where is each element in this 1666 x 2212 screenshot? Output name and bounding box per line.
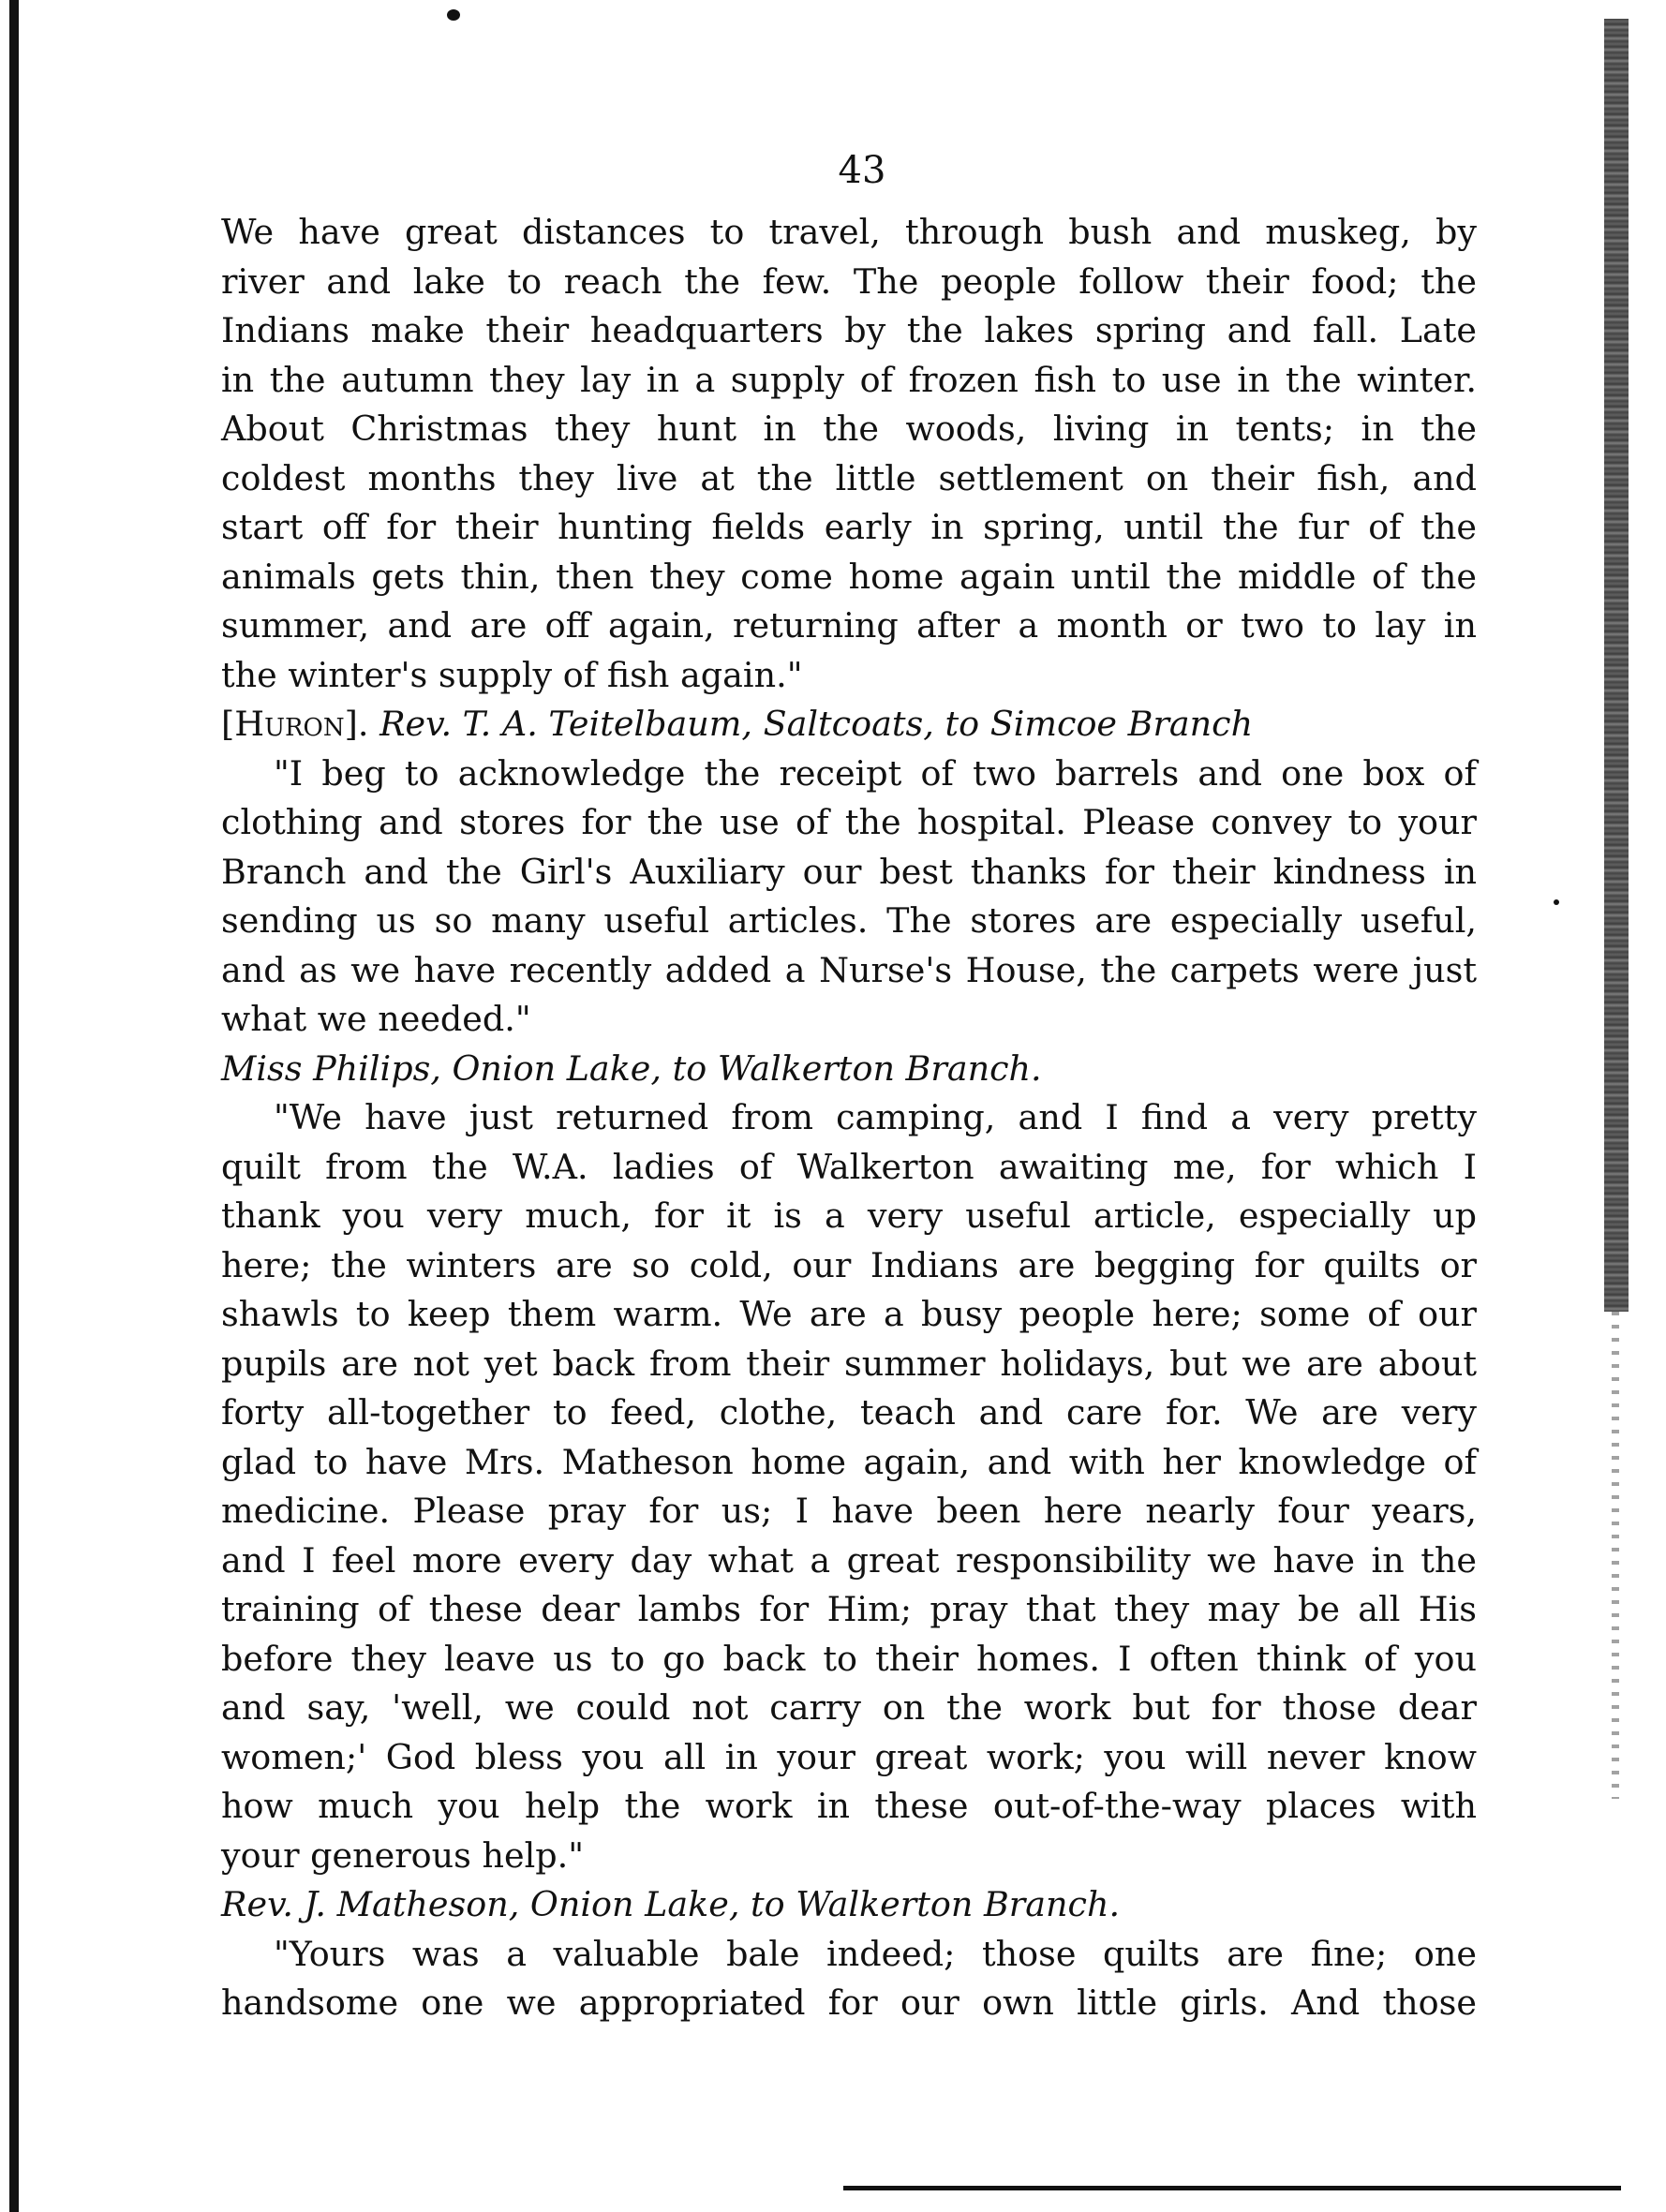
scan-edge-right bbox=[1604, 19, 1629, 1312]
text-line: Indians make their headquarters by the lakes spring and fall. Late bbox=[221, 310, 1477, 350]
text-line: pupils are not yet back from their summer holidays, but we are about bbox=[221, 1343, 1477, 1384]
text-line: summer, and are off again, returning after a month or two to lay in bbox=[221, 605, 1477, 646]
letter-heading-text: Rev. T. A. Teitelbaum, Saltcoats, to Simcoe Branch bbox=[379, 704, 1254, 744]
letter-heading bbox=[221, 700, 1477, 750]
scan-edge-right-lower bbox=[1612, 1312, 1619, 1799]
scan-edge-left bbox=[9, 0, 19, 2212]
page-number: 43 bbox=[838, 149, 886, 192]
text-line: here; the winters are so cold, our Indians are begging for quilts or bbox=[221, 1244, 1477, 1285]
text-line: About Christmas they hunt in the woods, living in tents; in the bbox=[221, 408, 1477, 449]
body-text bbox=[221, 208, 1477, 2028]
text-line: river and lake to reach the few. The people follow their food; the bbox=[221, 260, 1477, 302]
text-line: animals gets thin, then they come home again until the middle of the bbox=[221, 556, 1477, 597]
text-line: glad to have Mrs. Matheson home again, and with her knowledge of bbox=[221, 1441, 1477, 1482]
text-line: start off for their hunting fields early in spring, until the fur of the bbox=[221, 507, 1477, 547]
text-line: what we needed." bbox=[221, 999, 531, 1039]
ink-spot bbox=[447, 9, 460, 21]
text-line: your generous help." bbox=[221, 1834, 585, 1876]
text-line: and as we have recently added a Nurse's House, the carpets were just bbox=[221, 949, 1477, 990]
text-line: coldest months they live at the little settlement on their fish, and bbox=[221, 457, 1477, 498]
letter-heading: Miss Philips, Onion Lake, to Walkerton Branch. bbox=[221, 1047, 1042, 1089]
text-line: how much you help the work in these out-of-the-way places with bbox=[221, 1786, 1477, 1826]
text-line: thank you very much, for it is a very useful article, especially up bbox=[221, 1195, 1477, 1236]
text-line: clothing and stores for the use of the hospital. Please convey to your bbox=[221, 802, 1477, 842]
text-line: women;' God bless you all in your great work; you will never know bbox=[221, 1736, 1477, 1777]
text-line: in the autumn they lay in a supply of frozen fish to use in the winter. bbox=[221, 359, 1477, 400]
text-line: shawls to keep them warm. We are a busy people here; some of our bbox=[221, 1294, 1477, 1334]
text-line: and say, 'well, we could not carry on the work but for those dear bbox=[221, 1687, 1477, 1728]
bottom-rule bbox=[843, 2186, 1621, 2190]
text-line: and I feel more every day what a great responsibility we have in the bbox=[221, 1539, 1477, 1581]
text-line: sending us so many useful articles. The stores are especially useful, bbox=[221, 900, 1477, 941]
ink-spot bbox=[1554, 899, 1559, 905]
text-line: medicine. Please pray for us; I have been here nearly four years, bbox=[221, 1491, 1477, 1531]
text-line: before they leave us to go back to their homes. I often think of you bbox=[221, 1638, 1477, 1679]
text-line: handsome one we appropriated for our own little girls. And those bbox=[221, 1982, 1477, 2023]
text-line: quilt from the W.A. ladies of Walkerton awaiting me, for which I bbox=[221, 1146, 1477, 1187]
diocese-label: [Huron]. bbox=[221, 704, 369, 744]
text-line: "Yours was a valuable bale indeed; those quilts are fine; one bbox=[274, 1933, 1477, 1974]
text-line: We have great distances to travel, through bush and muskeg, by bbox=[221, 212, 1477, 252]
text-line: "I beg to acknowledge the receipt of two barrels and one box of bbox=[274, 752, 1477, 794]
text-line: forty all-together to feed, clothe, teach and care for. We are very bbox=[221, 1392, 1477, 1433]
text-line: Branch and the Girl's Auxiliary our best thanks for their kindness in bbox=[221, 851, 1477, 892]
text-line: "We have just returned from camping, and I find a very pretty bbox=[274, 1097, 1477, 1137]
text-line: the winter's supply of fish again." bbox=[221, 654, 803, 695]
letter-heading: Rev. J. Matheson, Onion Lake, to Walkerton Branch. bbox=[221, 1884, 1121, 1924]
text-line: training of these dear lambs for Him; pray that they may be all His bbox=[221, 1589, 1477, 1629]
